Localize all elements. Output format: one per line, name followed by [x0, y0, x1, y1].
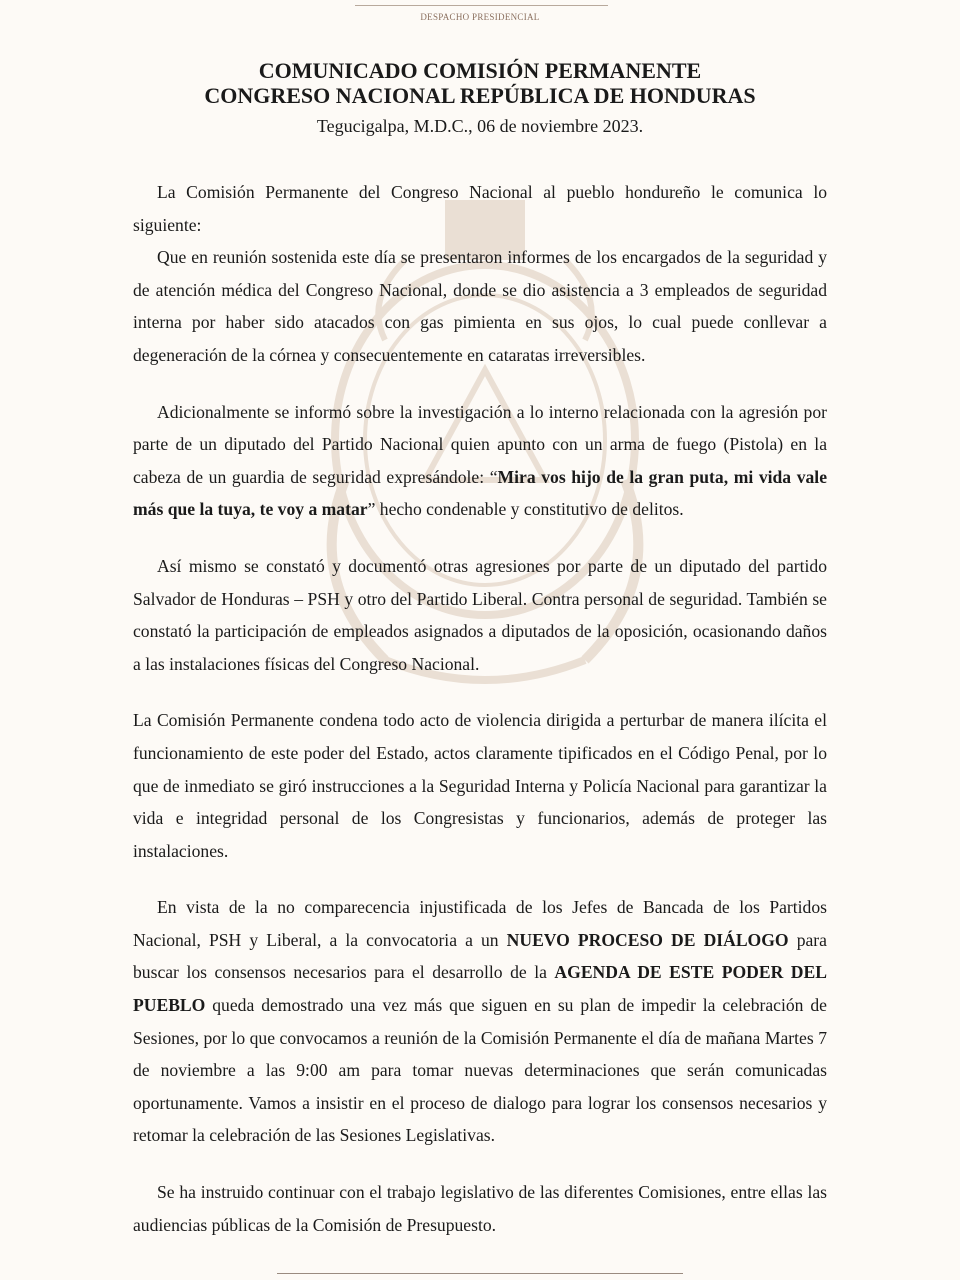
- title-line-2: CONGRESO NACIONAL REPÚBLICA DE HONDURAS: [204, 83, 756, 108]
- paragraph-3-text-a: Adicionalmente se informó sobre la investigación a lo interno relacionada con la agresión por parte de un diputado del Partido Nacional quien apunto con un arma de fuego (Pistola) en la cabeza de un guardia de seguridad expresándole: “: [133, 401, 827, 487]
- paragraph-4: Así mismo se constató y documentó otras agresiones por parte de un diputado del partido Salvador de Honduras – PSH y otro del Partido Liberal. Contra personal de seguridad. También se constató la participación de empleados asignados a diputados de la oposición, ocasionando daños a las instalaciones físicas del Congreso Nacional.: [133, 555, 827, 674]
- dateline: Tegucigalpa, M.D.C., 06 de noviembre 2023.: [316, 116, 644, 136]
- footer-rule: [277, 1273, 683, 1274]
- paragraph-6: [133, 891, 827, 1152]
- paragraph-1: La Comisión Permanente del Congreso Nacional al pueblo hondureño le comunica lo siguiente:: [133, 182, 827, 235]
- title-line-1: COMUNICADO COMISIÓN PERMANENTE: [258, 58, 702, 83]
- paragraph-3-quote: Mira vos hijo de la gran puta, mi vida vale más que la tuya, te voy a matar: [133, 466, 827, 520]
- document-title: [0, 58, 960, 108]
- paragraph-6-text-c: queda demostrado una vez más que siguen en su plan de impedir la celebración de Sesiones, por lo que convocamos a reunión de la Comisión Permanente el día de mañana Martes 7 de noviembre a las 9:00 am para tomar nuevas determinaciones que serán comunicadas oportunamente. Vamos a insistir en el proceso de dialogo para lograr los consensos necesarios y retomar la celebración de las Sesiones Legislativas.: [133, 995, 827, 1146]
- paragraph-7: Se ha instruido continuar con el trabajo legislativo de las diferentes Comisiones, entre ellas las audiencias públicas de la Comisión de Presupuesto.: [133, 1182, 827, 1235]
- document-body: [133, 176, 827, 1241]
- paragraph-6-bold-1: NUEVO PROCESO DE DIÁLOGO: [506, 929, 789, 950]
- header-rule: [355, 5, 608, 6]
- paragraph-2: Que en reunión sostenida este día se presentaron informes de los encargados de la seguridad y de atención médica del Congreso Nacional, donde se dio asistencia a 3 empleados de seguridad interna por haber sido atacados con gas pimienta en sus ojos, lo cual puede conllevar a degeneración de la córnea y consecuentemente en cataratas irreversibles.: [133, 247, 827, 365]
- paragraph-6-bold-2: AGENDA DE ESTE PODER DEL PUEBLO: [133, 962, 827, 1016]
- paragraph-6-text-b: para buscar los consensos necesarios para el desarrollo de la: [133, 929, 827, 983]
- paragraph-6-text-a: En vista de la no comparecencia injustificada de los Jefes de Bancada de los Partidos Nacional, PSH y Liberal, a la convocatoria a un: [133, 897, 827, 950]
- paragraph-3-text-b: ” hecho condenable y constitutivo de delitos.: [367, 499, 684, 520]
- paragraph-3: [133, 396, 827, 526]
- paragraph-5: La Comisión Permanente condena todo acto de violencia dirigida a perturbar de manera ilícita el funcionamiento de este poder del Estado, actos claramente tipificados en el Código Penal, por lo que de inmediato se giró instrucciones a la Seguridad Interna y Policía Nacional para garantizar la vida e integridad personal de los Congresistas y funcionarios, además de proteger las instalaciones.: [133, 710, 827, 861]
- office-header: DESPACHO PRESIDENCIAL: [420, 12, 540, 22]
